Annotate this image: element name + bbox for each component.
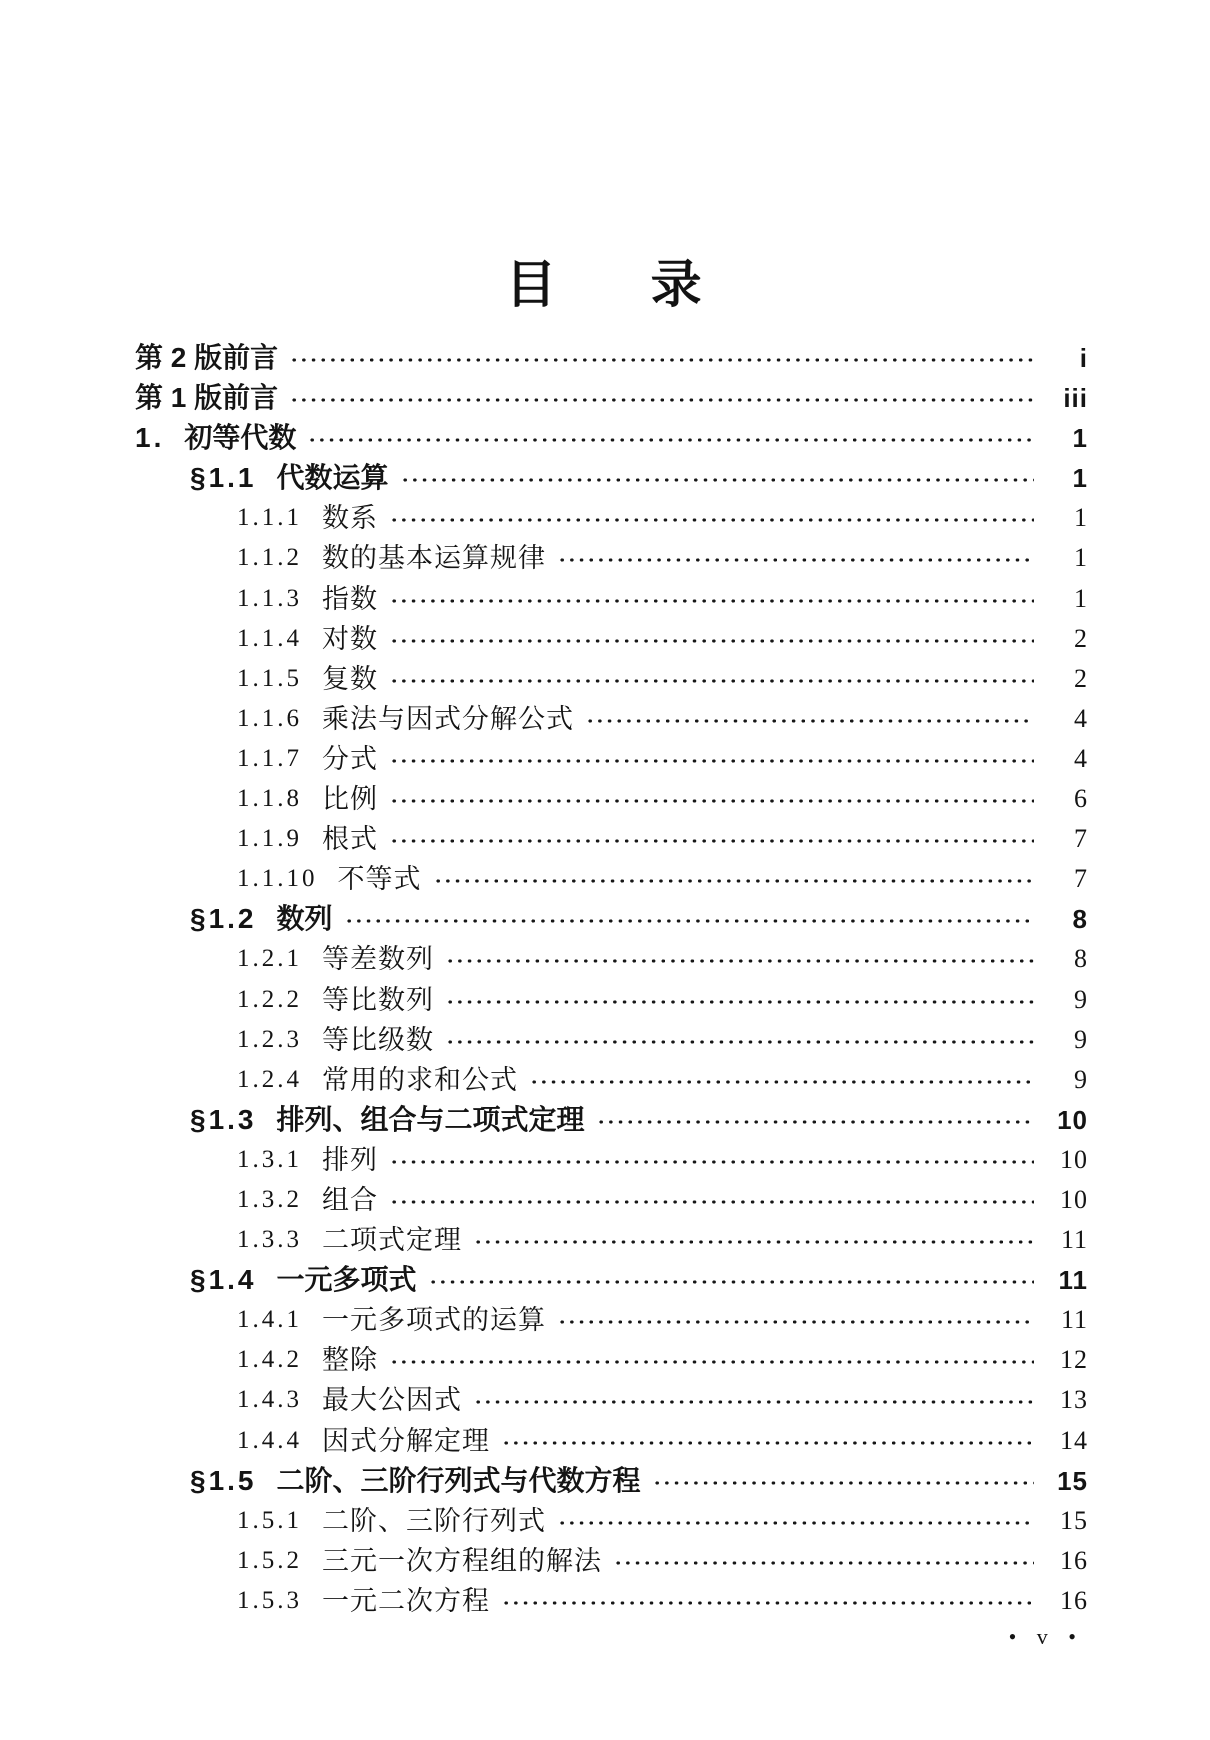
toc-entry — [135, 458, 1088, 498]
dotted-leader — [532, 1060, 1034, 1100]
toc-entry-label: 常用的求和公式 — [322, 1064, 518, 1095]
toc-entry-number: 1.4.3 — [237, 1386, 302, 1414]
toc-entry — [135, 1581, 1088, 1621]
toc-entry — [135, 338, 1088, 378]
dotted-leader — [392, 739, 1034, 779]
toc-entry-number: 1.1.9 — [237, 825, 302, 853]
toc-entry-page: 8 — [1072, 904, 1088, 935]
toc-entry — [135, 1380, 1088, 1420]
toc-entry-page: 6 — [1074, 784, 1088, 814]
toc-entry-number: §1.1 — [190, 462, 257, 494]
dotted-leader — [292, 338, 1034, 378]
toc-entry-page: i — [1079, 343, 1088, 373]
toc-entry — [135, 779, 1088, 819]
toc-entry-label: 三元一次方程组的解法 — [322, 1545, 602, 1576]
toc-entry-number: 1.2.4 — [237, 1065, 302, 1093]
dotted-leader — [431, 1260, 1034, 1300]
toc-entry-page: 9 — [1074, 1064, 1088, 1094]
toc-entry-page: 1 — [1074, 543, 1088, 573]
dotted-leader — [392, 779, 1034, 819]
toc-entry-page: 16 — [1060, 1545, 1088, 1575]
dotted-leader — [392, 659, 1034, 699]
toc-entry-label: 复数 — [322, 663, 378, 694]
toc-entry-page: 1 — [1074, 503, 1088, 533]
dotted-leader — [392, 819, 1034, 859]
toc-entry-label: 一元多项式的运算 — [322, 1305, 546, 1336]
toc-entry-label: 等比数列 — [322, 984, 434, 1015]
toc-entry-page: iii — [1063, 383, 1088, 414]
toc-entry-label: 一元二次方程 — [322, 1585, 490, 1616]
toc-entry-number: 1.2.3 — [237, 1025, 302, 1053]
page-title: 目 录 — [505, 256, 705, 313]
toc-entry-number: 1.2.2 — [237, 985, 302, 1013]
toc-entry-label: 不等式 — [337, 864, 422, 895]
toc-entry-page: 11 — [1060, 1225, 1088, 1255]
toc-entry-page: 9 — [1074, 984, 1088, 1014]
toc-entry-number: 1.1.6 — [237, 704, 302, 732]
dotted-leader — [560, 1501, 1034, 1541]
toc-entry-number: 1.5.1 — [237, 1506, 302, 1534]
toc-entry — [135, 1340, 1088, 1380]
dotted-leader — [476, 1220, 1034, 1260]
toc-entry-page: 11 — [1060, 1305, 1088, 1335]
toc-entry-label: 代数运算 — [276, 462, 389, 494]
toc-entry-label: 根式 — [322, 824, 378, 855]
toc-entry-number: 1.4.1 — [237, 1306, 302, 1334]
toc-entry-page: 2 — [1074, 663, 1088, 693]
toc-entry-page: 4 — [1074, 703, 1088, 733]
toc-entry — [135, 1020, 1088, 1060]
toc-entry — [135, 1260, 1088, 1300]
toc-entry — [135, 659, 1088, 699]
toc-entry-label: 排列、组合与二项式定理 — [276, 1103, 585, 1135]
toc-entry-number: 1.1.10 — [237, 865, 318, 893]
toc-entry-page: 8 — [1074, 944, 1088, 974]
dotted-leader — [476, 1380, 1034, 1420]
toc-entry — [135, 1140, 1088, 1180]
toc-entry-number: 1.1.2 — [237, 544, 302, 572]
toc-entry — [135, 619, 1088, 659]
toc-entry-page: 7 — [1074, 864, 1088, 894]
toc-entry-label: 等差数列 — [322, 944, 434, 975]
toc-entry-number: 1.3.3 — [237, 1226, 302, 1254]
dotted-leader — [448, 980, 1034, 1020]
toc-entry-label: 第 2 版前言 — [135, 342, 279, 373]
toc-entry — [135, 579, 1088, 619]
toc-entry — [135, 1100, 1088, 1140]
toc-entry — [135, 1461, 1088, 1501]
dotted-leader — [392, 619, 1034, 659]
toc-entry-page: 7 — [1074, 824, 1088, 854]
toc-entry-page: 1 — [1072, 423, 1088, 454]
dotted-leader — [504, 1581, 1034, 1621]
toc-entry-label: 分式 — [322, 743, 378, 774]
toc-entry-label: 二阶、三阶行列式与代数方程 — [276, 1464, 641, 1496]
toc-entry-label: 比例 — [322, 784, 378, 815]
toc-entry-number: 1.1.4 — [237, 624, 302, 652]
toc-entry-number: §1.2 — [190, 903, 257, 935]
toc-entry — [135, 1180, 1088, 1220]
dotted-leader — [392, 1180, 1034, 1220]
toc-entry-page: 11 — [1058, 1265, 1088, 1296]
toc-entry — [135, 1300, 1088, 1340]
toc-entry-label: 最大公因式 — [322, 1385, 462, 1416]
toc-entry-number: 1.2.1 — [237, 945, 302, 973]
dotted-leader — [599, 1100, 1034, 1140]
dotted-leader — [588, 699, 1034, 739]
toc-entry — [135, 1060, 1088, 1100]
dotted-leader — [448, 939, 1034, 979]
toc-entry — [135, 538, 1088, 578]
toc-entry-page: 12 — [1060, 1345, 1088, 1375]
toc-entry-number: §1.3 — [190, 1103, 257, 1135]
toc-entry-page: 15 — [1060, 1505, 1088, 1535]
toc-entry-number: 1.1.8 — [237, 785, 302, 813]
toc-entry — [135, 980, 1088, 1020]
toc-entry-label: 数的基本运算规律 — [322, 543, 546, 574]
toc-entry-label: 数列 — [276, 903, 333, 935]
toc-entry-number: 1.1.7 — [237, 744, 302, 772]
toc-entry-page: 16 — [1060, 1585, 1088, 1615]
toc-entry-label: 二项式定理 — [322, 1225, 462, 1256]
toc-entry-label: 初等代数 — [184, 422, 297, 454]
dotted-leader — [560, 1300, 1034, 1340]
toc-entry — [135, 939, 1088, 979]
toc-entry-number: 1.5.3 — [237, 1586, 302, 1614]
toc-entry-label: 一元多项式 — [276, 1264, 417, 1296]
toc-entry-label: 数系 — [322, 503, 378, 534]
dotted-leader — [616, 1541, 1034, 1581]
toc-entry — [135, 498, 1088, 538]
toc-entry-number: 1.4.4 — [237, 1426, 302, 1454]
dotted-leader — [347, 899, 1034, 939]
dotted-leader — [392, 1340, 1034, 1380]
toc-entry-page: 14 — [1060, 1425, 1088, 1455]
toc-entry-number: §1.4 — [190, 1264, 257, 1296]
toc-entry-page: 1 — [1072, 463, 1088, 494]
toc-entry — [135, 859, 1088, 899]
dotted-leader — [504, 1421, 1034, 1461]
dotted-leader — [436, 859, 1035, 899]
toc-entry-label: 等比级数 — [322, 1024, 434, 1055]
toc-entry-label: 对数 — [322, 623, 378, 654]
toc-entry-page: 10 — [1057, 1104, 1088, 1135]
page-footer: • v • — [1008, 1624, 1077, 1649]
toc-entry-number: 1. — [135, 422, 165, 454]
toc-entry-label: 二阶、三阶行列式 — [322, 1505, 546, 1536]
toc-entry — [135, 378, 1088, 418]
toc-entry — [135, 1220, 1088, 1260]
toc-entry — [135, 1421, 1088, 1461]
dotted-leader — [392, 1140, 1034, 1180]
toc-entry — [135, 819, 1088, 859]
toc-entry — [135, 899, 1088, 939]
toc-entry-number: 1.1.5 — [237, 664, 302, 692]
toc-entry-number: 1.5.2 — [237, 1546, 302, 1574]
toc-entry-page: 9 — [1074, 1024, 1088, 1054]
toc-entry-page: 2 — [1074, 623, 1088, 653]
toc-entry-number: 1.4.2 — [237, 1346, 302, 1374]
toc-entry-number: 1.3.1 — [237, 1145, 302, 1173]
toc-entry-label: 整除 — [322, 1345, 378, 1376]
dotted-leader — [310, 418, 1034, 458]
toc-entry-page: 10 — [1060, 1144, 1088, 1174]
toc-entry — [135, 1541, 1088, 1581]
toc-entry — [135, 739, 1088, 779]
toc-entry-page: 13 — [1060, 1385, 1088, 1415]
dotted-leader — [655, 1461, 1034, 1501]
toc-entry-number: §1.5 — [190, 1464, 257, 1496]
toc-entry-label: 乘法与因式分解公式 — [322, 703, 574, 734]
toc-entry — [135, 418, 1088, 458]
toc-entry-number: 1.1.1 — [237, 504, 302, 532]
dotted-leader — [392, 498, 1034, 538]
toc-entry-label: 组合 — [322, 1184, 378, 1215]
dotted-leader — [560, 538, 1034, 578]
dotted-leader — [403, 458, 1034, 498]
toc-list — [135, 338, 1088, 1621]
toc-entry-label: 指数 — [322, 583, 378, 614]
toc-entry-page: 4 — [1074, 743, 1088, 773]
toc-entry-label: 排列 — [322, 1144, 378, 1175]
dotted-leader — [392, 579, 1034, 619]
dotted-leader — [292, 378, 1034, 418]
toc-entry-number: 1.1.3 — [237, 584, 302, 612]
toc-entry — [135, 1501, 1088, 1541]
toc-entry-number: 1.3.2 — [237, 1185, 302, 1213]
dotted-leader — [448, 1020, 1034, 1060]
toc-entry-page: 10 — [1060, 1184, 1088, 1214]
toc-entry — [135, 699, 1088, 739]
toc-entry-page: 1 — [1074, 583, 1088, 613]
toc-entry-label: 因式分解定理 — [322, 1425, 490, 1456]
toc-entry-label: 第 1 版前言 — [135, 382, 279, 414]
toc-entry-page: 15 — [1057, 1465, 1088, 1496]
